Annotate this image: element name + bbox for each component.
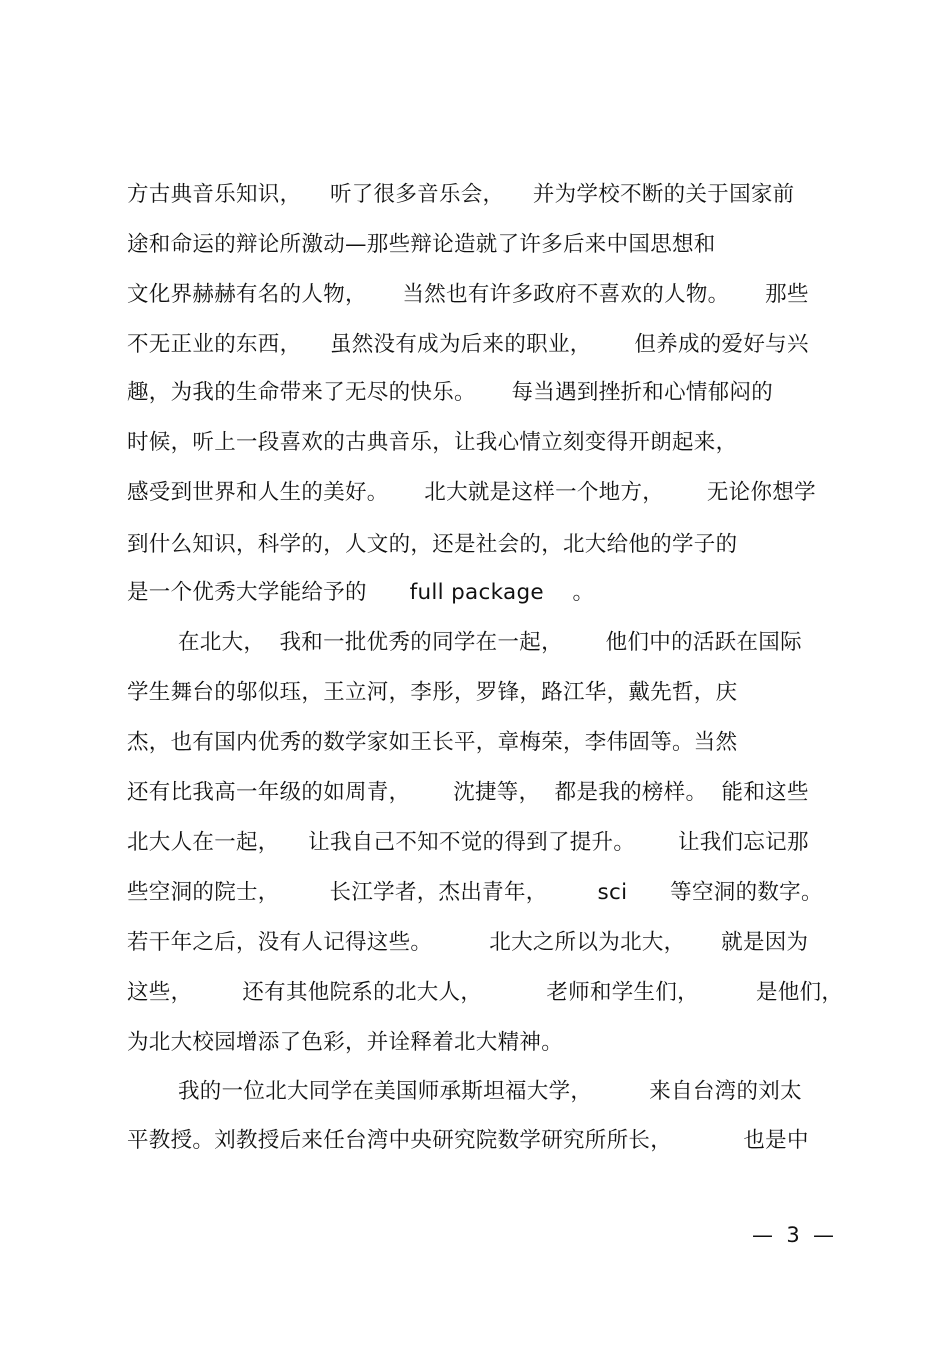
text-line: 感受到世界和人生的美好。 北大就是这样一个地方， 无论你想学 bbox=[127, 480, 816, 505]
text-line: 不无正业的东西， 虽然没有成为后来的职业， 但养成的爱好与兴 bbox=[127, 332, 809, 357]
paragraph-first-line: 我的一位北大同学在美国师承斯坦福大学， 来自台湾的刘太 bbox=[178, 1079, 802, 1104]
text-line: 时候，听上一段喜欢的古典音乐，让我心情立刻变得开朗起来， bbox=[127, 430, 738, 455]
text-line: 平教授。刘教授后来任台湾中央研究院数学研究所所长， 也是中 bbox=[127, 1128, 809, 1153]
text-line: 文化界赫赫有名的人物， 当然也有许多政府不喜欢的人物。 那些 bbox=[127, 282, 809, 307]
text-line: 是一个优秀大学能给予的 full package 。 bbox=[127, 580, 595, 605]
text-line: 若干年之后，没有人记得这些。 北大之所以为北大， 就是因为 bbox=[127, 930, 809, 955]
text-line: 还有比我高一年级的如周青， 沈捷等， 都是我的榜样。 能和这些 bbox=[127, 780, 809, 805]
text-line: 途和命运的辩论所激动—那些辩论造就了许多后来中国思想和 bbox=[127, 232, 716, 257]
text-line: 方古典音乐知识， 听了很多音乐会， 并为学校不断的关于国家前 bbox=[127, 182, 795, 207]
text-line: 学生舞台的邬似珏，王立河，李彤，罗锋，路江华，戴先哲，庆 bbox=[127, 680, 738, 705]
text-line: 趣，为我的生命带来了无尽的快乐。 每当遇到挫折和心情郁闷的 bbox=[127, 380, 774, 405]
text-line: 杰，也有国内优秀的数学家如王长平，章梅荣，李伟固等。当然 bbox=[127, 730, 738, 755]
text-line: 到什么知识，科学的，人文的，还是社会的，北大给他的学子的 bbox=[127, 532, 738, 557]
paragraph-first-line: 在北大， 我和一批优秀的同学在一起， 他们中的活跃在国际 bbox=[178, 630, 802, 655]
text-line: 北大人在一起， 让我自己不知不觉的得到了提升。 让我们忘记那 bbox=[127, 830, 809, 855]
text-line: 这些， 还有其他院系的北大人， 老师和学生们， 是他们， bbox=[127, 980, 844, 1005]
text-line: 为北大校园增添了色彩，并诠释着北大精神。 bbox=[127, 1030, 564, 1055]
page-number: — 3 — bbox=[752, 1223, 835, 1247]
text-line: 些空洞的院士， 长江学者，杰出青年， sci 等空洞的数字。 bbox=[127, 880, 823, 905]
